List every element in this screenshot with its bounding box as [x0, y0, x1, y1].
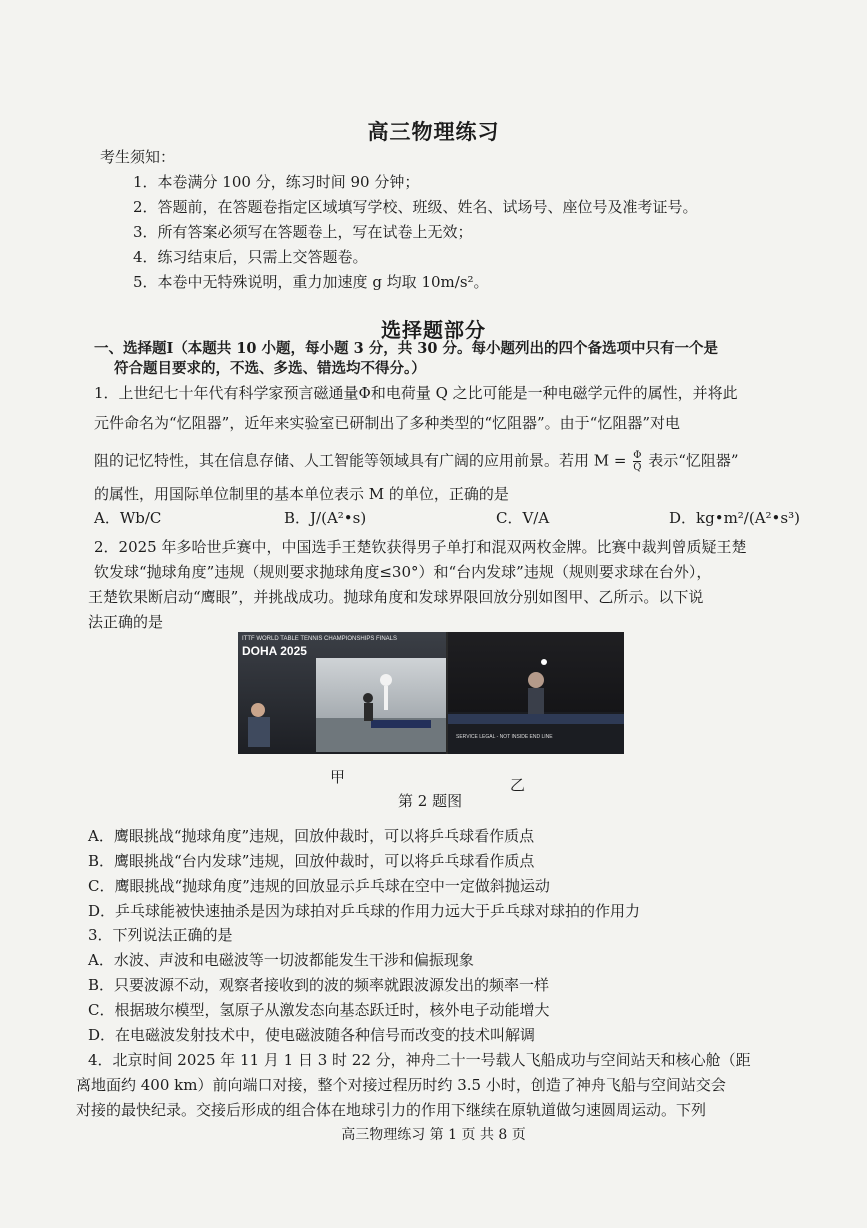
photo-panel-b [448, 632, 624, 754]
replay-scene-graphic [316, 658, 446, 752]
q2-stem-line: 2．2025 年多哈世乒赛中，中国选手王楚钦获得男子单打和混双两枚金牌。比赛中裁判曾质疑王楚 [94, 538, 747, 556]
q2-stem-line: 王楚钦果断启动“鹰眼”，并挑战成功。抛球角度和发球界限回放分别如图甲、乙所示。以下说 [88, 588, 704, 606]
event-banner-text: ITTF WORLD TABLE TENNIS CHAMPIONSHIPS FINALS [242, 636, 398, 642]
figure-q2-photos [238, 632, 624, 754]
part-instructions-line: 一、选择题Ⅰ（本题共 10 小题，每小题 3 分，共 30 分。每小题列出的四个备选项中只有一个是 [94, 340, 719, 357]
hawkeye-replay-inset [316, 658, 446, 752]
q3-option-c: C．根据玻尔模型，氢原子从激发态向基态跃迁时，核外电子动能增大 [88, 1001, 550, 1019]
q4-stem-line: 对接的最快纪录。交接后形成的组合体在地球引力的作用下继续在原轨道做匀速圆周运动。下列 [76, 1101, 707, 1119]
notice-item: 3．所有答案必须写在答题卷上，写在试卷上无效； [133, 223, 473, 241]
q3-option-d: D．在电磁波发射技术中，使电磁波随各种信号而改变的技术叫解调 [88, 1026, 536, 1044]
q1-option-b: B．J/(A²•s) [284, 509, 367, 527]
q1-stem-text: 阻的记忆特性，其在信息存储、人工智能等领域具有广阔的应用前景。若用 M = [94, 451, 627, 470]
notice-item: 1．本卷满分 100 分，练习时间 90 分钟； [133, 173, 420, 191]
part-instructions-line: 符合题目要求的，不选、多选、错选均不得分。） [114, 360, 426, 377]
page-title: 高三物理练习 [367, 119, 500, 144]
fraction-phi-over-q [633, 450, 641, 473]
notice-item: 4．练习结束后，只需上交答题卷。 [133, 248, 368, 266]
replay-overlay-text: SERVICE LEGAL - NOT INSIDE END LINE [456, 734, 553, 740]
q3-option-b: B．只要波源不动，观察者接收到的波的频率就跟波源发出的频率一样 [88, 976, 550, 994]
notice-heading: 考生须知： [100, 148, 176, 166]
q1-option-c: C．V/A [496, 509, 550, 527]
q2-option-a: A．鹰眼挑战“抛球角度”违规，回放仲裁时，可以将乒乓球看作质点 [88, 827, 535, 845]
photo-panel-a [238, 632, 446, 754]
notice-item: 5．本卷中无特殊说明，重力加速度 g 均取 10m/s²。 [133, 273, 489, 291]
q1-stem-text: 表示“忆阻器” [648, 451, 739, 470]
figure-caption: 第 2 题图 [398, 792, 463, 810]
q4-stem-line: 4．北京时间 2025 年 11 月 1 日 3 时 22 分，神舟二十一号载人飞船成功与空间站天和核心舱（距 [88, 1051, 751, 1069]
q3-option-a: A．水波、声波和电磁波等一切波都能发生干涉和偏振现象 [88, 951, 474, 969]
q1-stem-line: 元件命名为“忆阻器”，近年来实验室已研制出了多种类型的“忆阻器”。由于“忆阻器”对电 [94, 414, 681, 432]
q1-stem-line: 的属性，用国际单位制里的基本单位表示 M 的单位，正确的是 [94, 485, 509, 503]
q1-stem-line: 1．上世纪七十年代有科学家预言磁通量Φ和电荷量 Q 之比可能是一种电磁学元件的属性，并将此 [94, 384, 738, 402]
figure-label-a: 甲 [330, 768, 346, 786]
event-banner-title: DOHA 2025 [242, 644, 307, 658]
q2-option-b: B．鹰眼挑战“台内发球”违规，回放仲裁时，可以将乒乓球看作质点 [88, 852, 535, 870]
section-title: 选择题部分 [381, 318, 486, 342]
page-footer: 高三物理练习 第 1 页 共 8 页 [341, 1127, 526, 1143]
q2-stem-line: 法正确的是 [88, 613, 164, 631]
fraction-denominator: Q [633, 462, 642, 473]
figure-label-b: 乙 [510, 776, 526, 794]
referee-figure-graphic [238, 632, 316, 754]
q1-option-d: D．kg•m²/(A²•s³) [669, 509, 800, 527]
q1-option-a: A．Wb/C [94, 509, 162, 527]
fraction-numerator: Φ [633, 450, 642, 461]
q2-stem-line: 钦发球“抛球角度”违规（规则要求抛球角度≤30°）和“台内发球”违规（规则要求球在台外）， [94, 563, 712, 581]
notice-item: 2．答题前，在答题卷指定区域填写学校、班级、姓名、试场号、座位号及准考证号。 [133, 198, 698, 216]
q4-stem-line: 离地面约 400 km）前向端口对接，整个对接过程历时约 3.5 小时，创造了神舟飞船与空间站交会 [76, 1076, 726, 1094]
q2-option-c: C．鹰眼挑战“抛球角度”违规的回放显示乒乓球在空中一定做斜抛运动 [88, 877, 550, 895]
q2-option-d: D．乒乓球能被快速抽杀是因为球拍对乒乓球的作用力远大于乒乓球对球拍的作用力 [88, 902, 641, 920]
q3-stem: 3．下列说法正确的是 [88, 926, 233, 944]
q1-stem-line [94, 450, 739, 473]
